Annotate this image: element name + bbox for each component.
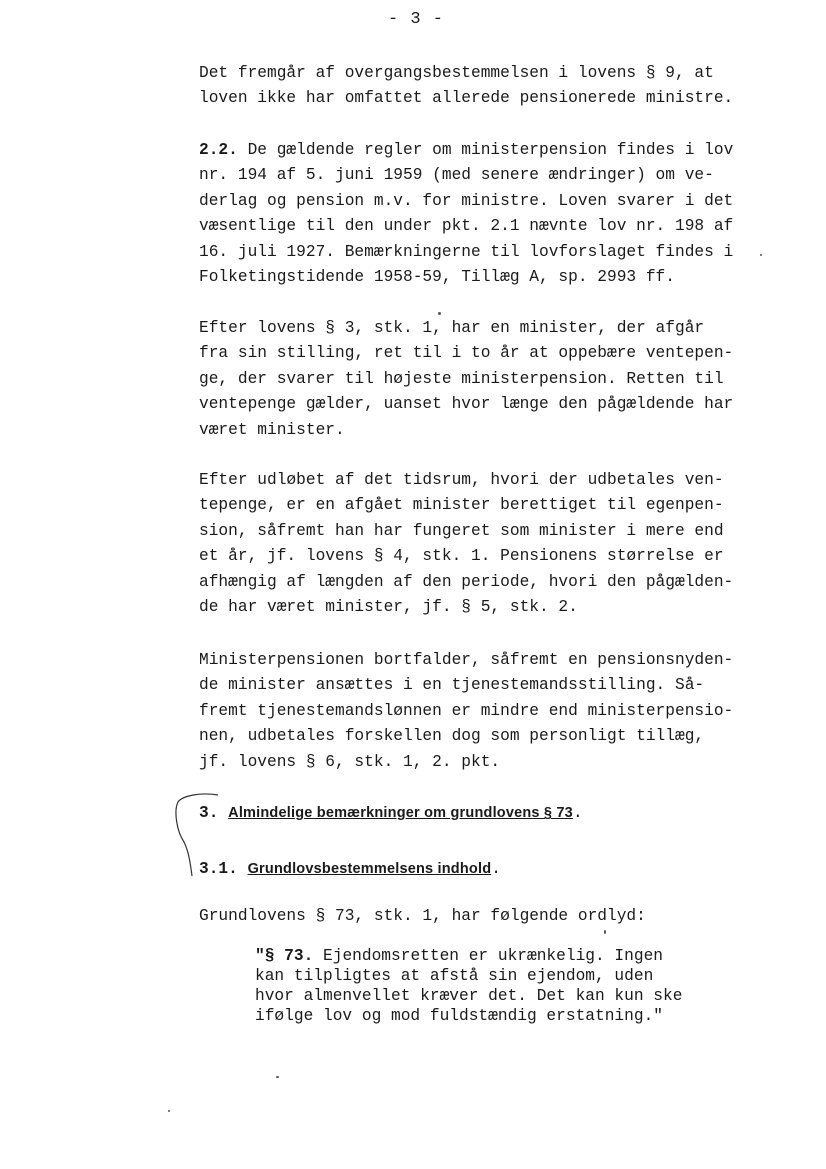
text-line: Efter lovens § 3, stk. 1, har en minister, der afgår [199, 319, 705, 337]
text-line: Det fremgår af overgangsbestemmelsen i lovens § 9, at [199, 64, 714, 82]
paragraph-transition-provision [199, 61, 769, 112]
page-number: - 3 - [388, 10, 445, 29]
text-line: Folketingstidende 1958-59, Tillæg A, sp. 2993 ff. [199, 268, 675, 287]
text-line: fremt tjenestemandslønnen er mindre end ministerpensio- [199, 701, 734, 720]
text-line: ifølge lov og mod fuldstændig erstatning." [255, 1007, 663, 1025]
text-line: Ministerpensionen bortfalder, såfremt en pensionsnyden- [199, 651, 734, 669]
text-line: ge, der svarer til højeste ministerpension. Retten til [199, 369, 724, 388]
heading-title: Grundlovsbestemmelsens indhold [247, 861, 492, 877]
text-line [255, 946, 735, 966]
scan-speck [276, 1076, 279, 1078]
text-line: ventepenge gælder, uanset hvor længe den pågældende har [199, 395, 734, 414]
text-line: 16. juli 1927. Bemærkningerne til lovforslaget findes i [199, 242, 734, 261]
text-line: de minister ansættes i en tjenestemandsstilling. Så- [199, 676, 705, 695]
text-line: et år, jf. lovens § 4, stk. 1. Pensionens størrelse er [199, 547, 724, 566]
block-quote [255, 946, 735, 1026]
text-line: nen, udbetales forskellen dog som personligt tillæg, [199, 727, 705, 746]
text-line: derlag og pension m.v. for ministre. Loven svarer i det [199, 191, 734, 210]
text-line: sion, såfremt han har fungeret som minister i mere end [199, 521, 724, 540]
heading-number: 3. [199, 804, 219, 822]
text-line: hvor almenvellet kræver det. Det kan kun ske [255, 987, 683, 1005]
scan-speck [604, 930, 606, 934]
paragraph-own-pension [199, 468, 769, 620]
paragraph-waiting-pay [199, 316, 769, 443]
heading-end: . [491, 860, 501, 878]
text-line: kan tilpligtes at afstå sin ejendom, uden [255, 967, 654, 985]
quote-section-ref: "§ 73. [255, 947, 314, 965]
heading-end: . [572, 804, 583, 822]
text-line: Grundlovens § 73, stk. 1, har følgende ordlyd: [199, 907, 646, 925]
scan-speck [438, 312, 441, 315]
text-line: afhængig af længden af den periode, hvori den pågælden- [199, 572, 734, 591]
text-line: loven ikke har omfattet allerede pensionerede ministre. [199, 89, 734, 108]
text-line: tepenge, er en afgået minister berettiget til egenpen- [199, 496, 724, 515]
text-line: været minister. [199, 420, 345, 439]
text-line [199, 138, 769, 163]
text-line: nr. 194 af 5. juni 1959 (med senere ændringer) om ve- [199, 166, 714, 185]
paragraph-2-2 [199, 138, 769, 290]
section-number: 2.2. [199, 141, 238, 159]
text-line: Efter udløbet af det tidsrum, hvori der udbetales ven- [199, 471, 724, 489]
text-line: fra sin stilling, ret til i to år at oppebære ventepen- [199, 344, 734, 363]
text-line: jf. lovens § 6, stk. 1, 2. pkt. [199, 752, 501, 771]
text-fragment: De gældende regler om ministerpension findes i lov [237, 141, 734, 159]
section-heading-3-1 [199, 858, 501, 880]
paragraph-pension-lapse [199, 648, 769, 775]
scan-speck [760, 254, 762, 256]
text-line: de har været minister, jf. § 5, stk. 2. [199, 598, 578, 617]
scan-speck [168, 1110, 170, 1112]
heading-number: 3.1. [199, 860, 238, 878]
text-fragment: Ejendomsretten er ukrænkelig. Ingen [313, 947, 664, 965]
section-heading-3 [199, 802, 583, 824]
heading-title: Almindelige bemærkninger om grundlovens § 73 [228, 805, 573, 821]
paragraph-quote-intro [199, 904, 769, 929]
text-line: væsentlige til den under pkt. 2.1 nævnte lov nr. 198 af [199, 217, 734, 236]
